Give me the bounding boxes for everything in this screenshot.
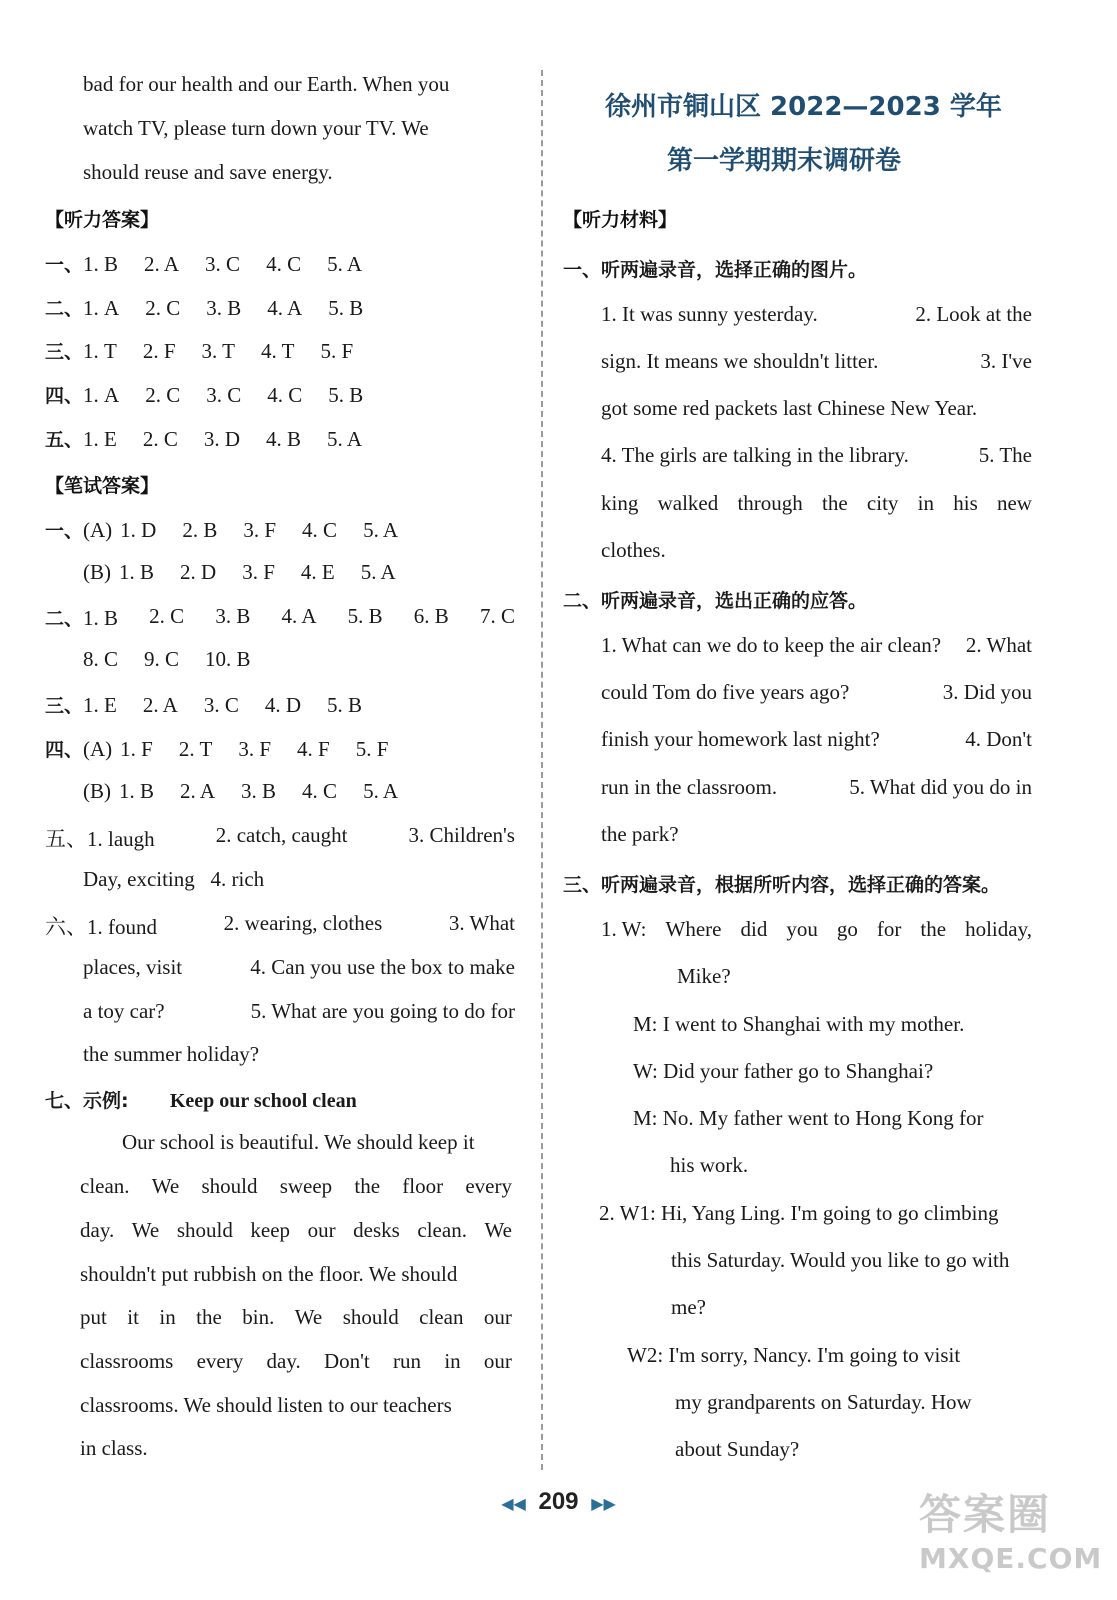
section-1-heading: 一、听两遍录音，选择正确的图片。 [563, 259, 868, 281]
written-row-5-line2: Day, exciting 4. rich [83, 867, 265, 891]
dialog-2-line-5: my grandparents on Saturday. How [675, 1390, 972, 1414]
dialog-1-line-4: W: Did your father go to Shanghai? [633, 1059, 934, 1083]
written-row-2a: 二、1. B 2. C 3. B 4. A 5. B 6. B 7. C [45, 604, 515, 630]
essay-line-3: day. We should keep our desks clean. We [80, 1218, 512, 1242]
exam-title-line-1: 徐州市铜山区 2022—2023 学年 [605, 92, 1002, 122]
written-row-1b: (B) 1. B 2. D 3. F 4. E 5. A [83, 560, 396, 584]
section-1-line-5: king walked through the city in his new [601, 491, 1032, 515]
written-row-6-line3: a toy car? 5. What are you going to do for [83, 999, 515, 1023]
written-row-2b: 8. C 9. C 10. B [83, 647, 251, 671]
section-2-line-4: run in the classroom. 5. What did you do in [601, 775, 1032, 799]
section-1-line-4: 4. The girls are talking in the library. 5. The [601, 443, 1032, 467]
written-row-3: 三、1. E 2. A 3. C 4. D 5. B [45, 693, 363, 717]
essay-label: 七、示例: [45, 1090, 129, 1112]
written-row-4b: (B) 1. B 2. A 3. B 4. C 5. A [83, 779, 399, 803]
listening-answers-heading: 【听力答案】 [45, 209, 160, 231]
written-row-4a: 四、(A) 1. F 2. T 3. F 4. F 5. F [45, 737, 389, 761]
listening-materials-heading: 【听力材料】 [563, 209, 678, 231]
written-row-5-line1: 五、1. laugh 2. catch, caught 3. Children's [45, 823, 515, 851]
section-2-heading: 二、听两遍录音，选出正确的应答。 [563, 590, 868, 612]
written-row-6-line1: 六、1. found 2. wearing, clothes 3. What [45, 911, 515, 939]
dialog-1-line-5: M: No. My father went to Hong Kong for [633, 1106, 984, 1130]
essay-title: Keep our school clean [169, 1090, 357, 1112]
essay-line-5: put it in the bin. We should clean our [80, 1305, 512, 1329]
dialog-1-line-3: M: I went to Shanghai with my mother. [633, 1012, 965, 1036]
prev-page-icon[interactable]: ◀◀ [501, 1496, 526, 1513]
page-number: 209 [538, 1488, 579, 1515]
watermark-bottom-text: MXQE.COM [919, 1542, 1103, 1575]
watermark-top-text: 答案圈 [919, 1490, 1052, 1539]
listening-row-5: 五、1. E 2. C 3. D 4. B 5. A [45, 427, 363, 451]
essay-label-row [45, 1086, 357, 1113]
column-divider [541, 70, 543, 1470]
essay-line-4: shouldn't put rubbish on the floor. We should [80, 1262, 458, 1286]
listening-row-2: 二、1. A 2. C 3. B 4. A 5. B [45, 296, 364, 320]
section-1-line-1: 1. It was sunny yesterday. 2. Look at the [601, 302, 1032, 326]
dialog-2-line-6: about Sunday? [675, 1437, 800, 1461]
section-2-line-5: the park? [601, 822, 679, 846]
section-2-line-2: could Tom do five years ago? 3. Did you [601, 680, 1032, 704]
exam-title-line-2: 第一学期期末调研卷 [667, 146, 902, 176]
section-3-heading: 三、听两遍录音，根据所听内容，选择正确的答案。 [563, 874, 1001, 896]
essay-line-2: clean. We should sweep the floor every [80, 1174, 512, 1198]
intro-line-3: should reuse and save energy. [83, 160, 333, 184]
written-answers-heading: 【笔试答案】 [45, 475, 160, 497]
intro-line-2: watch TV, please turn down your TV. We [83, 116, 429, 140]
next-page-icon[interactable]: ▶▶ [591, 1496, 616, 1513]
essay-line-8: in class. [80, 1436, 148, 1460]
section-2-line-3: finish your homework last night? 4. Don't [601, 727, 1032, 751]
essay-line-6: classrooms every day. Don't run in our [80, 1349, 512, 1373]
dialog-2-line-3: me? [671, 1295, 706, 1319]
section-1-line-3: got some red packets last Chinese New Year. [601, 396, 978, 420]
dialog-1-line-2: Mike? [677, 964, 731, 988]
watermark-logo [919, 1482, 1103, 1582]
essay-line-1: Our school is beautiful. We should keep it [122, 1130, 475, 1154]
listening-row-3: 三、1. T 2. F 3. T 4. T 5. F [45, 339, 354, 363]
dialog-1-line-6: his work. [670, 1153, 749, 1177]
intro-line-1: bad for our health and our Earth. When you [83, 72, 450, 96]
written-row-6-line2: places, visit 4. Can you use the box to make [83, 955, 515, 979]
dialog-2-line-1: 2. W1: Hi, Yang Ling. I'm going to go climbing [599, 1201, 999, 1225]
written-row-1a: 一、(A) 1. D 2. B 3. F 4. C 5. A [45, 518, 399, 542]
written-row-6-line4: the summer holiday? [83, 1042, 260, 1066]
section-1-line-2: sign. It means we shouldn't litter. 3. I've [601, 349, 1032, 373]
section-2-line-1: 1. What can we do to keep the air clean? 2. What [601, 633, 1032, 657]
listening-row-1: 一、1. B 2. A 3. C 4. C 5. A [45, 252, 363, 276]
dialog-2-line-4: W2: I'm sorry, Nancy. I'm going to visit [627, 1343, 961, 1367]
section-1-line-6: clothes. [601, 538, 666, 562]
dialog-1-line-1: 1. W: Where did you go for the holiday, [601, 917, 1032, 941]
listening-row-4: 四、1. A 2. C 3. C 4. C 5. B [45, 383, 364, 407]
dialog-2-line-2: this Saturday. Would you like to go with [671, 1248, 1010, 1272]
essay-line-7: classrooms. We should listen to our teachers [80, 1393, 452, 1417]
